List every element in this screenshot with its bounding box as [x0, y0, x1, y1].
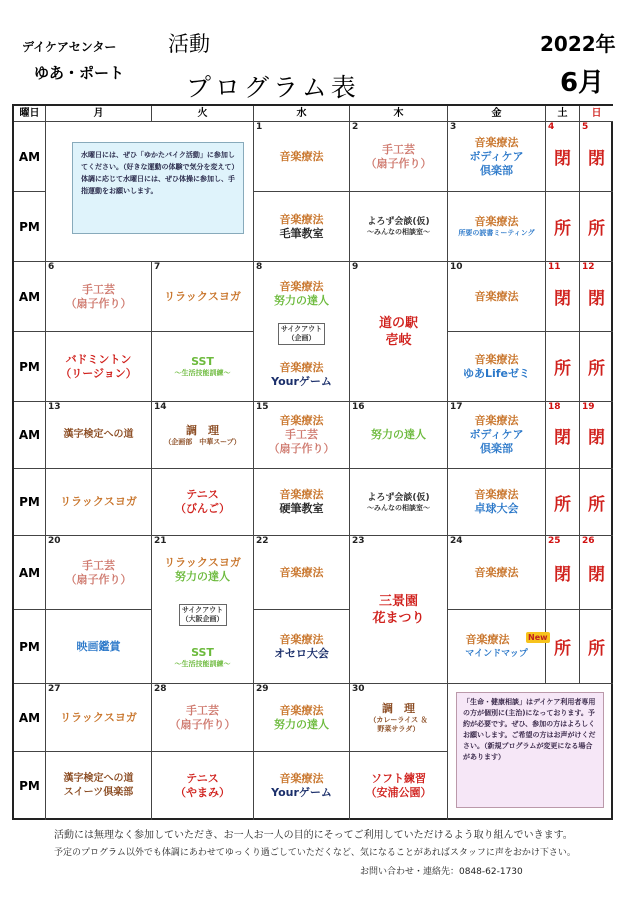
activity-label: 手工芸	[285, 428, 318, 441]
info-note: 水曜日には、ぜひ「ゆかたバイク活動」に参加してください。（好きな運動の体験で気分を変えて）体調に応じて水曜日には、ぜひ体操に参加し、手指運動をお願いします。	[72, 142, 244, 234]
outing-box	[278, 323, 325, 345]
cell-w3-thu-am	[350, 402, 448, 469]
activity-label: 音楽療法	[279, 414, 324, 427]
col-header-weekday-label: 曜日	[14, 106, 46, 122]
footer-line-2: 予定のプログラム以外でも体調にあわせてゆっくり過ごしていただくなど、気になることがあればスタッフに声をおかけ下さい。	[54, 848, 576, 858]
activity-label: 努力の達人	[274, 293, 329, 307]
col-header-sat: 土	[546, 106, 580, 122]
activity-label: 努力の達人	[174, 570, 230, 583]
col-header-wed: 水	[254, 106, 350, 122]
activity-label: 音楽療法	[465, 632, 510, 646]
cell-w1-sat-am	[546, 122, 580, 192]
activity-label: リラックスヨガ	[164, 289, 241, 303]
date-number: 7	[154, 262, 161, 272]
activity-label: 毛筆教室	[279, 226, 324, 240]
cell-w5-thu-am	[350, 684, 448, 752]
date-number: 6	[48, 262, 55, 272]
info-note-consultation: 「生命・健康相談」はデイケア利用者専用の方が個別に(主治)になっております。予約が必要です。ぜひ、参加の方はよろしくお願いします。ご希望の方はお声がけください。（新規プログラムが変更になる場合があります）	[456, 692, 604, 808]
pm-label: PM	[14, 192, 46, 262]
activity-label: テニス	[186, 772, 219, 785]
activity-label: ボディケア	[469, 149, 524, 163]
cell-w3-thu-pm	[350, 469, 448, 536]
col-header-mon: 月	[46, 106, 152, 122]
closed-label: 所	[554, 494, 571, 515]
closed-label: 所	[554, 359, 571, 379]
cell-w5-mon-pm	[46, 752, 152, 820]
cell-w2-mon-am	[46, 262, 152, 332]
cell-w5-wed-pm	[254, 752, 350, 820]
title-line-1: 活動	[168, 32, 210, 56]
pm-label: PM	[14, 332, 46, 402]
activity-label: 音楽療法	[474, 352, 519, 366]
closed-label: 閉	[554, 427, 571, 448]
cell-w4-fri-pm	[448, 610, 546, 684]
year-label: 2022年	[540, 32, 616, 56]
date-number: 2	[352, 122, 359, 132]
week5-fri-sun-cell	[448, 684, 613, 820]
cell-w2-sat-am	[546, 262, 580, 332]
cell-w1-sun-pm	[580, 192, 613, 262]
activity-label: 手工芸	[382, 142, 415, 156]
closed-label: 閉	[554, 149, 571, 169]
cell-w2-tue-pm	[152, 332, 254, 402]
cell-w2-fri-pm	[448, 332, 546, 402]
cell-w5-tue-pm	[152, 752, 254, 820]
cell-w1-fri-am	[448, 122, 546, 192]
col-header-tue: 火	[152, 106, 254, 122]
org-name: ゆあ・ポート	[34, 64, 125, 82]
cell-w3-fri-am	[448, 402, 546, 469]
closed-label: 閉	[554, 565, 571, 585]
activity-label: 硬筆教室	[279, 502, 324, 515]
activity-label: 努力の達人	[274, 717, 329, 731]
new-badge: New	[528, 633, 548, 642]
activity-label: 音楽療法	[279, 488, 324, 501]
cell-w1-wed-pm	[254, 192, 350, 262]
activity-label: 倶楽部	[480, 442, 513, 455]
date-number: 12	[582, 262, 595, 272]
cell-w2-fri-am	[448, 262, 546, 332]
activity-label: 音楽療法	[279, 632, 324, 646]
am-label: AM	[14, 122, 46, 192]
activity-label: 道の駅	[378, 315, 418, 331]
activity-sub-label: （企画）	[287, 334, 316, 343]
cell-w1-thu-am	[350, 122, 448, 192]
cell-w1-fri-pm	[448, 192, 546, 262]
cell-w4-sat-pm	[546, 610, 580, 684]
activity-sub-label: 〜みんなの相談室〜	[367, 228, 430, 236]
cell-w1-thu-pm	[350, 192, 448, 262]
activity-label: テニス	[186, 488, 219, 501]
date-number: 16	[352, 402, 365, 412]
date-number: 24	[450, 536, 463, 546]
cell-w3-sat-pm	[546, 469, 580, 536]
cell-w4-thu	[350, 536, 448, 684]
activity-label: （安浦公園）	[365, 786, 432, 799]
activity-label: 音楽療法	[279, 361, 324, 375]
date-number: 8	[256, 262, 263, 272]
date-number: 4	[548, 122, 555, 132]
activity-label: バドミントン	[65, 352, 132, 366]
activity-sub-label: 〜生活技能訓練〜	[174, 660, 231, 668]
closed-label: 閉	[588, 565, 605, 585]
activity-label: 音楽療法	[474, 488, 519, 501]
activity-label: ソフト練習	[371, 772, 426, 785]
cell-w3-wed-am	[254, 402, 350, 469]
activity-sub-label: 所要の読書ミーティング	[458, 229, 535, 237]
activity-label: 倶楽部	[480, 163, 513, 177]
activity-label: 卓球大会	[474, 502, 519, 515]
activity-label: （扇子作り）	[65, 572, 132, 586]
closed-label: 所	[588, 359, 605, 379]
cell-w2-mon-pm	[46, 332, 152, 402]
page-title: プログラム表	[186, 73, 360, 102]
activity-sub-label: 野菜サラダ）	[377, 724, 420, 733]
activity-label: サイクアウト	[181, 606, 224, 614]
cell-w4-wed-pm	[254, 610, 350, 684]
date-number: 20	[48, 536, 61, 546]
activity-label: オセロ大会	[274, 646, 329, 660]
activity-label: 音楽療法	[279, 772, 324, 785]
activity-label: （扇子作り）	[169, 717, 236, 731]
date-number: 22	[256, 536, 269, 546]
org-subtitle: デイケアセンター	[22, 40, 117, 54]
date-number: 25	[548, 536, 561, 546]
closed-label: 所	[554, 219, 571, 239]
activity-label: Yourゲーム	[271, 375, 332, 389]
cell-w4-fri-am	[448, 536, 546, 610]
calendar-grid	[12, 104, 613, 820]
closed-label: 所	[554, 639, 571, 659]
activity-label: 音楽療法	[279, 149, 324, 163]
activity-label: （リージョン）	[60, 366, 137, 380]
activity-label: よろず会談(仮)	[367, 217, 430, 227]
date-number: 19	[582, 402, 595, 412]
date-number: 23	[352, 536, 365, 546]
activity-label: 手工芸	[82, 558, 115, 572]
cell-w2-tue-am	[152, 262, 254, 332]
activity-label: （びんご）	[175, 502, 230, 515]
cell-w3-sun-pm	[580, 469, 613, 536]
cell-w3-tue-pm	[152, 469, 254, 536]
cell-w3-mon-am	[46, 402, 152, 469]
activity-label: 調 理	[186, 423, 219, 437]
col-header-sun: 日	[580, 106, 613, 122]
activity-label: ゆあLifeゼミ	[462, 366, 531, 380]
am-label: AM	[14, 402, 46, 469]
pm-label: PM	[14, 752, 46, 820]
pm-label: PM	[14, 469, 46, 536]
cell-w4-mon-pm	[46, 610, 152, 684]
cell-w3-mon-pm	[46, 469, 152, 536]
activity-label: 調 理	[382, 701, 415, 715]
activity-label: 音楽療法	[279, 565, 324, 579]
closed-label: 閉	[588, 149, 605, 169]
activity-label: （扇子作り）	[268, 442, 335, 455]
activity-label: （扇子作り）	[365, 156, 432, 170]
cell-w4-mon-am	[46, 536, 152, 610]
closed-label: 閉	[588, 289, 605, 309]
cell-w3-fri-pm	[448, 469, 546, 536]
cell-w4-sun-am	[580, 536, 613, 610]
activity-label: 壱岐	[385, 332, 412, 348]
activity-label: 音楽療法	[474, 135, 519, 149]
cell-w1-sat-pm	[546, 192, 580, 262]
activity-sub-label: 〜生活技能訓練〜	[174, 369, 231, 377]
activity-label: （扇子作り）	[65, 296, 132, 310]
cell-w3-tue-am	[152, 402, 254, 469]
am-label: AM	[14, 684, 46, 752]
cell-w2-wed	[254, 262, 350, 402]
footer-line-1: 活動には無理なく参加していただき、お一人お一人の目的にそってご利用していただけるよう取り組んでいきます。	[54, 830, 573, 841]
cell-w4-wed-am	[254, 536, 350, 610]
cell-w1-wed-am	[254, 122, 350, 192]
cell-w5-wed-am	[254, 684, 350, 752]
cell-w5-mon-am	[46, 684, 152, 752]
activity-label: 漢字検定への道	[63, 773, 134, 784]
closed-label: 閉	[588, 427, 605, 448]
activity-label: SST	[191, 355, 214, 368]
activity-label: 音楽療法	[474, 215, 519, 228]
date-number: 13	[48, 402, 61, 412]
activity-label: 映画鑑賞	[76, 639, 121, 653]
am-label: AM	[14, 536, 46, 610]
cell-w4-sun-pm	[580, 610, 613, 684]
activity-label: Yourゲーム	[271, 786, 332, 799]
date-number: 10	[450, 262, 463, 272]
activity-label: 音楽療法	[474, 414, 519, 427]
cell-w2-sun-am	[580, 262, 613, 332]
cell-w3-wed-pm	[254, 469, 350, 536]
activity-label: 三景園	[378, 593, 418, 609]
activity-label: リラックスヨガ	[60, 710, 137, 724]
cell-w4-sat-am	[546, 536, 580, 610]
footer-contact: お問い合わせ・連絡先：0848-62-1730	[360, 867, 523, 877]
activity-label: 漢字検定への道	[63, 429, 134, 440]
activity-label: リラックスヨガ	[164, 556, 241, 569]
activity-label: 努力の達人	[371, 428, 426, 441]
activity-label: リラックスヨガ	[60, 495, 137, 508]
date-number: 14	[154, 402, 167, 412]
activity-label: 音楽療法	[474, 565, 519, 579]
week1-mon-tue-cell	[46, 122, 254, 262]
date-number: 28	[154, 684, 167, 694]
cell-w4-tue	[152, 536, 254, 684]
activity-label: ボディケア	[469, 428, 524, 441]
activity-label: サイクアウト	[280, 325, 323, 334]
cell-w2-sat-pm	[546, 332, 580, 402]
activity-label: 音楽療法	[279, 212, 324, 226]
date-number: 26	[582, 536, 595, 546]
date-number: 1	[256, 122, 263, 132]
cell-w2-sun-pm	[580, 332, 613, 402]
date-number: 3	[450, 122, 457, 132]
activity-label: 音楽療法	[474, 289, 519, 303]
activity-label: （やまみ）	[175, 786, 230, 799]
activity-label: マインドマップ	[465, 648, 528, 659]
date-number: 5	[582, 122, 589, 132]
activity-sub-label: （カレーライス ＆	[369, 715, 428, 724]
date-number: 21	[154, 536, 167, 546]
activity-label: 花まつり	[372, 610, 425, 626]
closed-label: 所	[588, 219, 605, 239]
date-number: 18	[548, 402, 561, 412]
date-number: 30	[352, 684, 365, 694]
pm-label: PM	[14, 610, 46, 684]
activity-sub-label: （大阪企画）	[181, 615, 224, 623]
cell-w1-sun-am	[580, 122, 613, 192]
activity-sub-label: （企画部 中華スープ）	[164, 437, 241, 446]
activity-label: 音楽療法	[279, 703, 324, 717]
date-number: 9	[352, 262, 359, 272]
cell-w2-thu	[350, 262, 448, 402]
activity-label: よろず会談(仮)	[367, 492, 430, 503]
activity-label: 手工芸	[82, 282, 115, 296]
date-number: 11	[548, 262, 561, 272]
date-number: 17	[450, 402, 463, 412]
activity-label: スイーツ倶楽部	[63, 787, 134, 798]
col-header-fri: 金	[448, 106, 546, 122]
cell-w3-sun-am	[580, 402, 613, 469]
closed-label: 所	[588, 494, 605, 515]
month-label: 6月	[560, 68, 605, 98]
closed-label: 所	[588, 639, 605, 659]
cell-w5-tue-am	[152, 684, 254, 752]
date-number: 29	[256, 684, 269, 694]
col-header-thu: 木	[350, 106, 448, 122]
date-number: 27	[48, 684, 61, 694]
cell-w3-sat-am	[546, 402, 580, 469]
activity-sub-label: 〜みんなの相談室〜	[367, 503, 430, 512]
cell-w5-thu-pm	[350, 752, 448, 820]
date-number: 15	[256, 402, 269, 412]
am-label: AM	[14, 262, 46, 332]
activity-label: 音楽療法	[279, 279, 324, 293]
activity-label: SST	[191, 646, 214, 659]
outing-box	[179, 604, 227, 626]
closed-label: 閉	[554, 289, 571, 309]
activity-label: 手工芸	[186, 703, 219, 717]
